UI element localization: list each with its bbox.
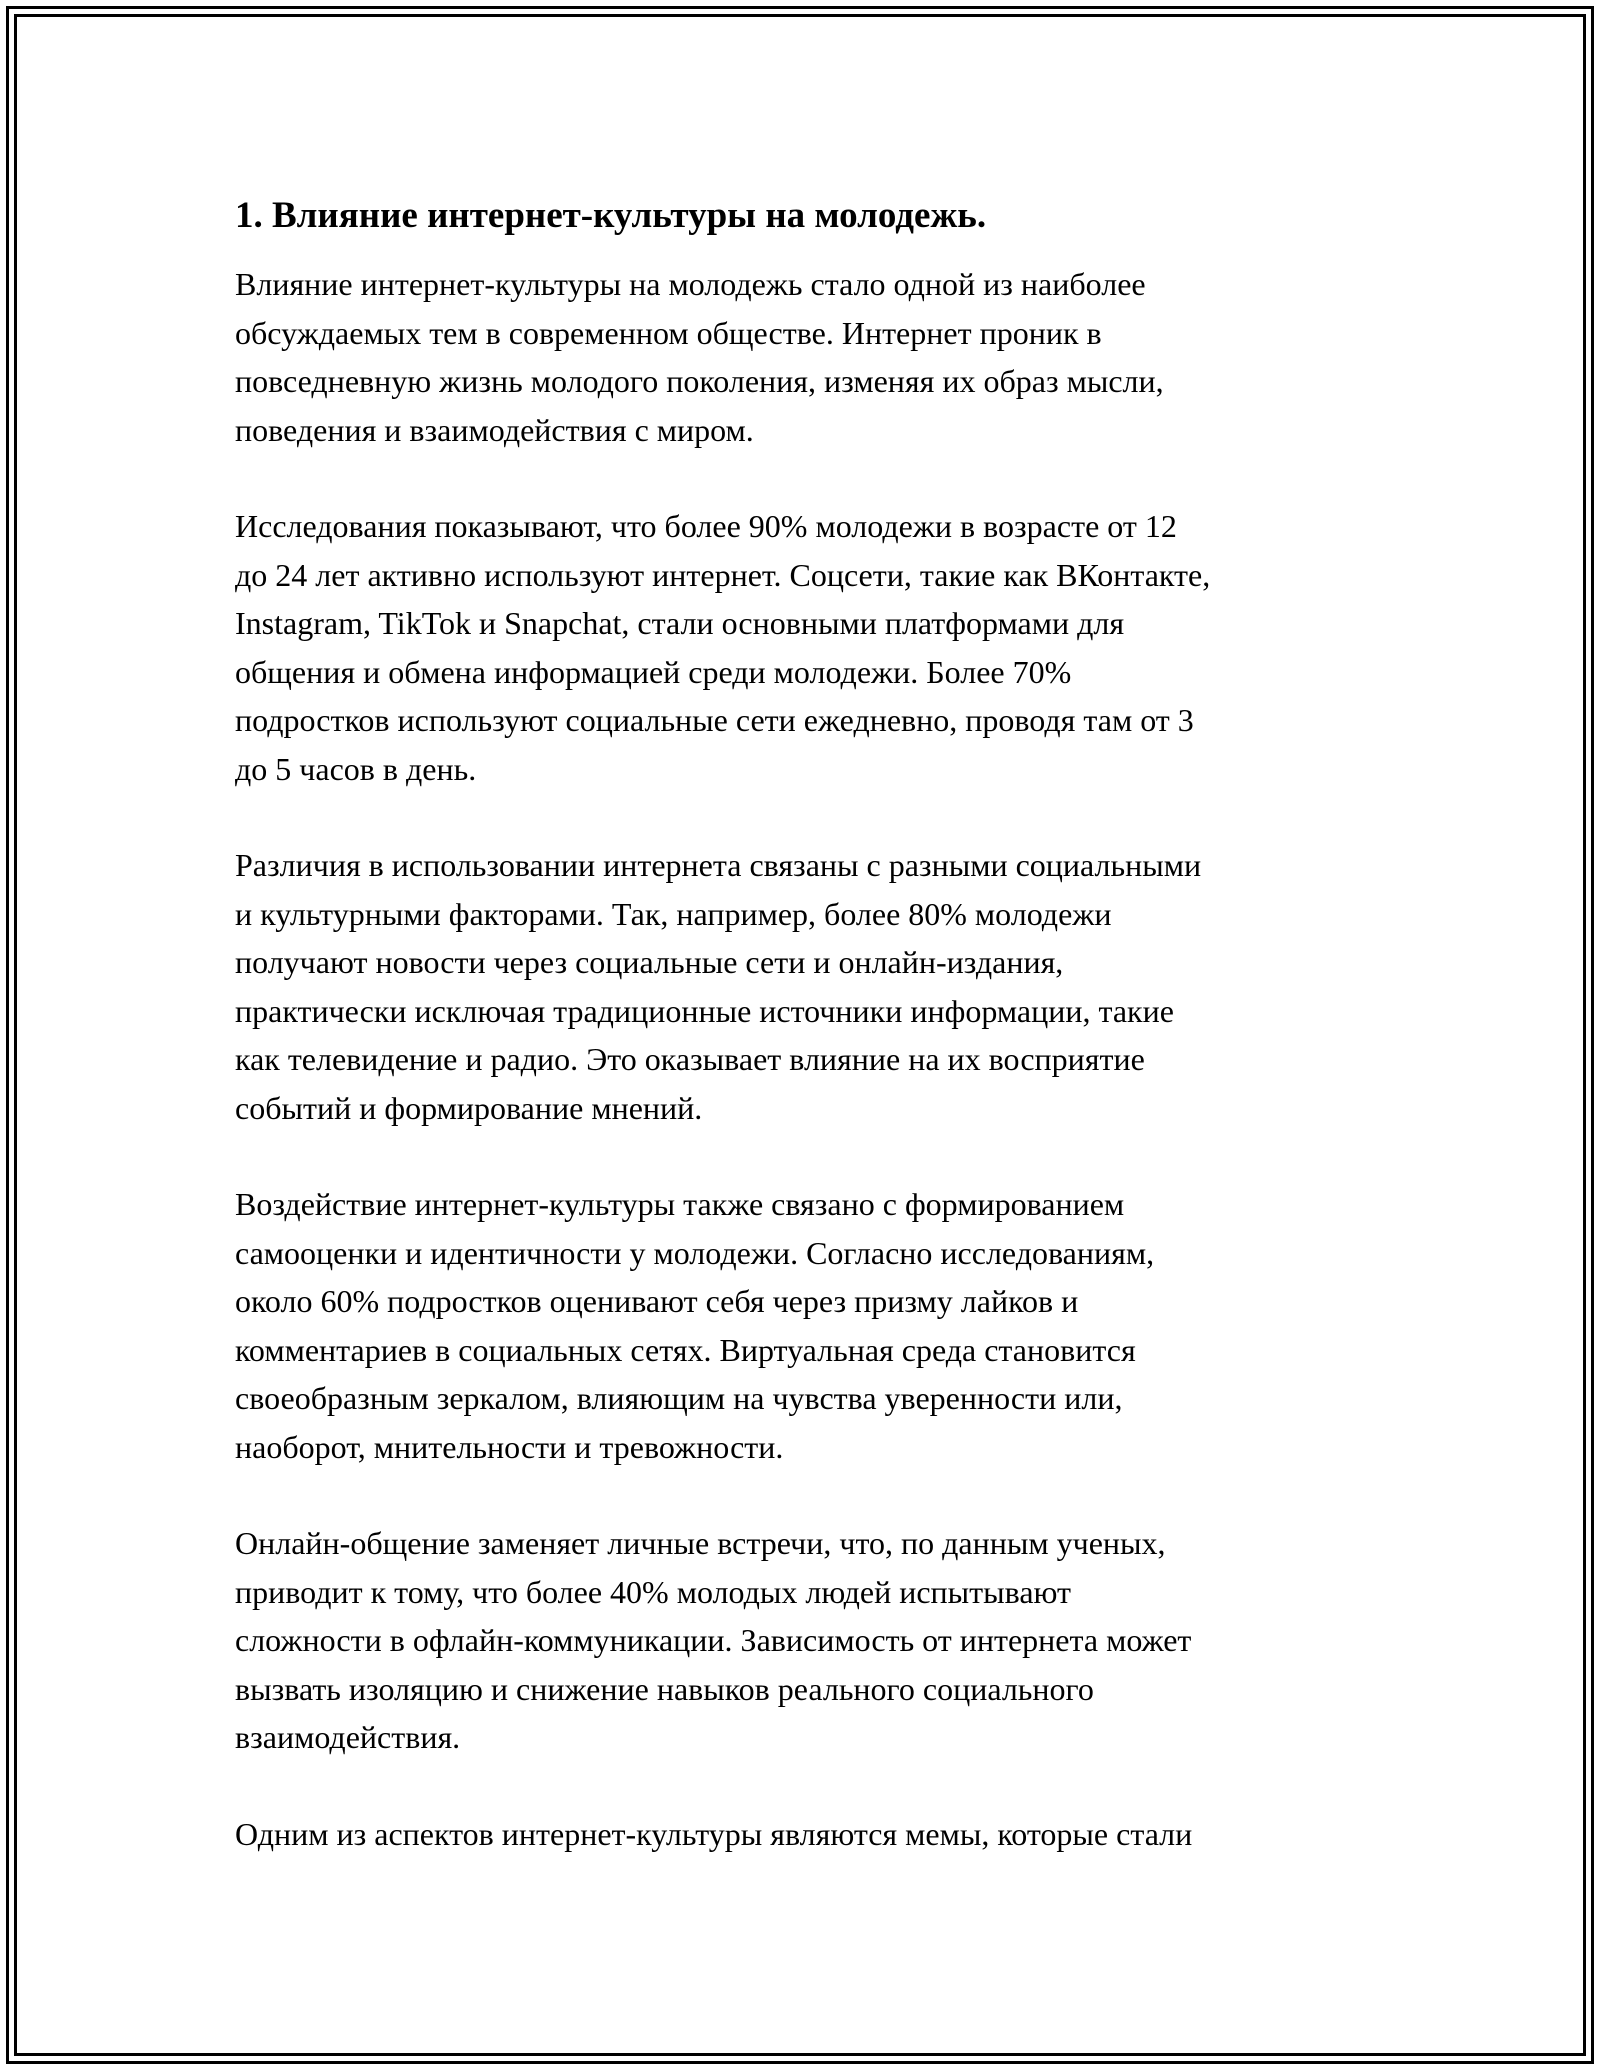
text-line: комментариев в социальных сетях. Виртуальная среда становится	[235, 1331, 1136, 1368]
paragraph	[235, 1810, 1365, 1859]
text-line: до 5 часов в день.	[235, 750, 477, 787]
text-line: подростков используют социальные сети ежедневно, проводя там от 3	[235, 702, 1194, 738]
text-line: своеобразным зеркалом, влияющим на чувства уверенности или,	[235, 1380, 1123, 1416]
text-line: общения и обмена информацией среди молодежи. Более 70%	[235, 653, 1072, 690]
text-line: поведения и взаимодействия с миром.	[235, 411, 754, 448]
paragraph	[235, 841, 1365, 1132]
text-line: около 60% подростков оценивают себя через призму лайков и	[235, 1283, 1079, 1319]
text-line: Влияние интернет-культуры на молодежь стало одной из наиболее	[235, 266, 1146, 302]
paragraph	[235, 260, 1365, 454]
paragraph	[235, 502, 1365, 793]
text-line: событий и формирование мнений.	[235, 1089, 703, 1126]
text-line: Воздействие интернет-культуры также связано с формированием	[235, 1186, 1125, 1222]
text-line: самооценки и идентичности у молодежи. Согласно исследованиям,	[235, 1234, 1155, 1271]
text-line: и культурными факторами. Так, например, более 80% молодежи	[235, 895, 1112, 932]
text-line: Онлайн-общение заменяет личные встречи, что, по данным ученых,	[235, 1525, 1166, 1561]
text-line: взаимодействия.	[235, 1719, 461, 1755]
text-line: наоборот, мнительности и тревожности.	[235, 1428, 784, 1465]
paragraph-list	[235, 260, 1365, 1858]
document-content	[235, 186, 1365, 1906]
text-line: повседневную жизнь молодого поколения, изменяя их образ мысли,	[235, 363, 1164, 399]
paragraph	[235, 1519, 1365, 1762]
text-line: практически исключая традиционные источники информации, такие	[235, 992, 1174, 1029]
text-line: получают новости через социальные сети и онлайн-издания,	[235, 944, 1064, 980]
text-line: до 24 лет активно используют интернет. Соцсети, такие как ВКонтакте,	[235, 556, 1211, 593]
text-line: вызвать изоляцию и снижение навыков реального социального	[235, 1670, 1094, 1707]
text-line: Одним из аспектов интернет-культуры являются мемы, которые стали	[235, 1815, 1193, 1852]
text-line: Исследования показывают, что более 90% молодежи в возрасте от 12	[235, 508, 1177, 544]
text-line: обсуждаемых тем в современном обществе. Интернет проник в	[235, 314, 1102, 351]
text-line: приводит к тому, что более 40% молодых людей испытывают	[235, 1573, 1072, 1610]
section-heading: 1. Влияние интернет-культуры на молодежь.	[235, 195, 987, 236]
paragraph	[235, 1180, 1365, 1471]
text-line: Instagram, TikTok и Snapchat, стали основными платформами для	[235, 605, 1125, 641]
text-line: Различия в использовании интернета связаны с разными социальными	[235, 847, 1202, 883]
text-line: как телевидение и радио. Это оказывает влияние на их восприятие	[235, 1041, 1145, 1077]
text-line: сложности в офлайн-коммуникации. Зависимость от интернета может	[235, 1622, 1192, 1658]
